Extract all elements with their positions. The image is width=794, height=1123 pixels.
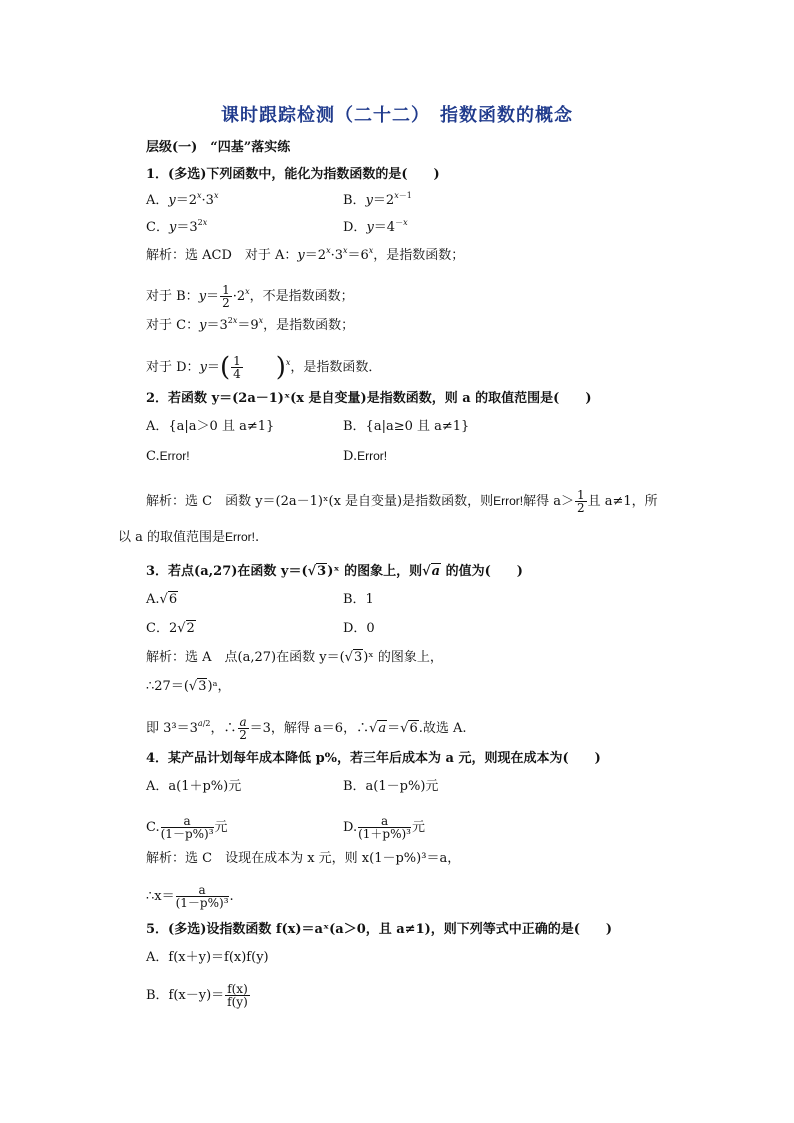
q3-solution-1: 解析：选 A 点(a,27)在函数 y＝(√3)ˣ 的图象上， [146,650,443,665]
q2-solution: 解析：选 C 函数 y＝(2a－1)ˣ(x 是自变量)是指数函数，则Error!解得 a＞ $\frac{1}{2}$ 且 a≠1，所 [146,488,658,515]
q1-solution-c: 对于 C：$y=3^{2x}=9^x$，是指数函数； [146,316,355,333]
question-4-stem: 4．某产品计划每年成本降低 p%，若三年后成本为 a 元，则现在成本为( ) [146,751,601,766]
q2-option-a: A．{a|a＞0 且 a≠1} [146,419,275,434]
q2-solution-cont: 以 a 的取值范围是Error!. [118,530,260,545]
q4-option-d: D. $\frac{a}{\text{(1＋p\%)³}}$ 元 [343,814,426,841]
level-heading: 层级(一) “四基”落实练 [146,140,291,155]
q3-option-d: D．0 [343,621,375,636]
q1-solution-a: 解析：选 ACD 对于 A：$y=2^x\cdot 3^x=6^x$，是指数函数； [146,246,465,263]
q1-solution-b: 对于 B：y＝ $\frac{1}{2}$ $\cdot 2^x$，不是指数函数； [146,283,354,310]
q3-option-b: B．1 [343,592,374,607]
q1-option-a: A．$y=2^x\cdot 3^x$ [146,191,219,208]
page-title: 课时跟踪检测（二十二） 指数函数的概念 [221,105,573,126]
q4-solution-2: ∴x＝ $\frac{a}{\text{(1－p\%)³}}$ . [146,883,234,910]
q2-option-c: C.Error! [146,449,190,464]
q5-option-a: A．f(x＋y)＝f(x)f(y) [146,950,269,965]
q1-option-c: C．$y=3^{2x}$ [146,218,208,235]
q4-option-c: C. $\frac{a}{\text{(1－p\%)³}}$ 元 [146,814,228,841]
q3-option-a: A.√6 [146,592,178,607]
q5-option-b: B．f(x－y)＝ $\frac{f(x)}{f(y)}$ [146,982,248,1009]
q1-option-d: D．$y=4^{-x}$ [343,218,408,235]
question-2-stem: 2．若函数 y＝(2a－1)ˣ(x 是自变量)是指数函数，则 a 的取值范围是( ) [146,391,592,406]
q3-solution-2: ∴27＝(√3)ᵃ， [146,679,231,694]
question-3-stem: 3．若点(a,27)在函数 y＝(√3)ˣ 的图象上，则√a 的值为( ) [146,564,523,579]
question-1-stem: 1．(多选)下列函数中，能化为指数函数的是( ) [146,167,440,182]
q3-option-c: C．2√2 [146,621,195,636]
q3-solution-3: 即 $3^3=3^{a/2}$，∴ $\frac{a}{2}$ ＝3，解得 a＝6，∴√a＝√6.故选 A. [146,715,467,742]
q4-option-a: A．a(1＋p%)元 [146,779,242,794]
q2-option-d: D.Error! [343,449,388,464]
question-5-stem: 5．(多选)设指数函数 f(x)＝aˣ(a＞0，且 a≠1)，则下列等式中正确的是( ) [146,922,613,937]
q4-option-b: B．a(1－p%)元 [343,779,439,794]
q2-option-b: B．{a|a≥0 且 a≠1} [343,419,470,434]
q1-solution-d: 对于 D：y＝( $\frac{1}{4}$ )$^x$，是指数函数． [146,352,382,383]
q1-option-b: B．$y=2^{x-1}$ [343,191,412,208]
q4-solution-1: 解析：选 C 设现在成本为 x 元，则 x(1－p%)³＝a， [146,851,461,866]
